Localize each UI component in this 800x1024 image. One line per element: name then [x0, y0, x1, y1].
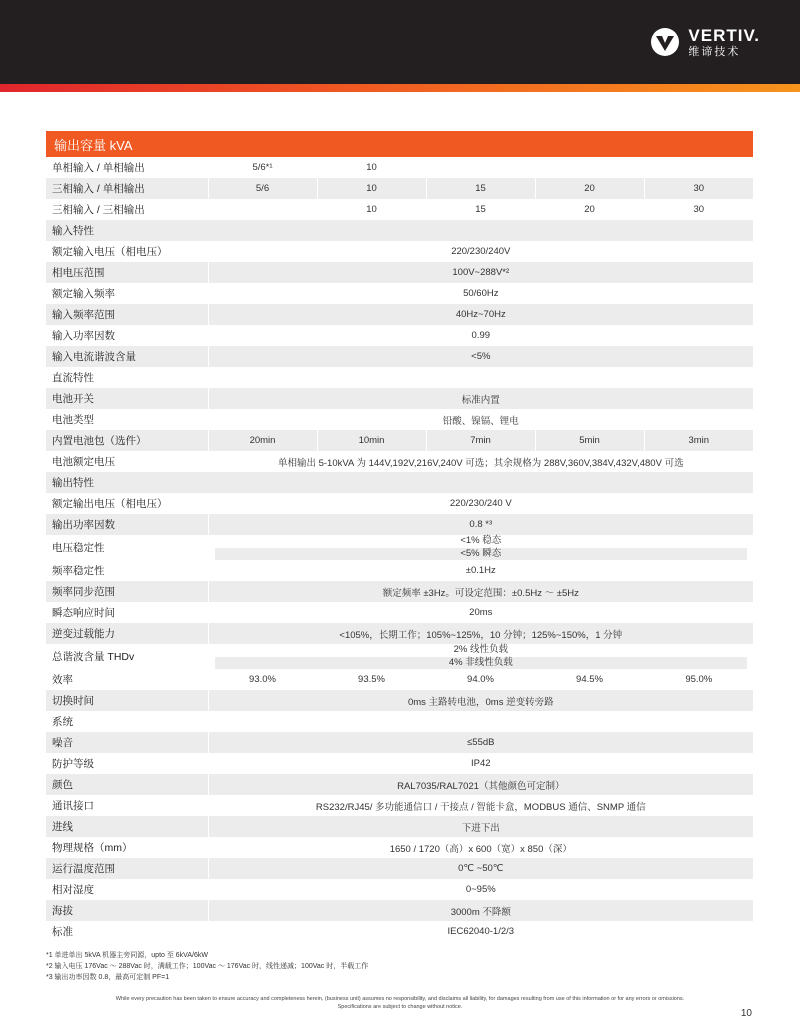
- table-row: [46, 644, 753, 669]
- row-label: 噪音: [46, 732, 208, 753]
- cell-value: 0℃ ~50℃: [208, 858, 753, 879]
- cell-value: 10min: [317, 430, 426, 451]
- table-row: [46, 753, 753, 774]
- table-row: [46, 816, 753, 837]
- cell-value: 单相输出 5-10kVA 为 144V,192V,216V,240V 可选；其余规格为 288V,360V,384V,432V,480V 可选: [208, 451, 753, 472]
- row-label: 颜色: [46, 774, 208, 795]
- row-label: 额定输入频率: [46, 283, 208, 304]
- cell-value: 额定频率 ±3Hz。可设定范围：±0.5Hz ～ ±5Hz: [208, 581, 753, 602]
- row-label: 海拔: [46, 900, 208, 921]
- cell-value: 1650 / 1720（高）x 600（宽）x 850（深）: [208, 837, 753, 858]
- table-row: [46, 262, 753, 283]
- brand-name-cn: 维谛技术: [688, 45, 741, 58]
- row-label: 输出功率因数: [46, 514, 208, 535]
- row-label: 频率稳定性: [46, 560, 208, 581]
- cell-value: 3000m 不降额: [208, 900, 753, 921]
- row-label: 电压稳定性: [46, 535, 208, 560]
- row-label: 切换时间: [46, 690, 208, 711]
- cell-line: 2% 线性负载: [453, 644, 508, 655]
- cell-value: 50/60Hz: [208, 283, 753, 304]
- table-row: [46, 157, 753, 178]
- row-label: 标准: [46, 921, 208, 942]
- table-row: [46, 837, 753, 858]
- table-row: [46, 581, 753, 602]
- cell-value: ≤55dB: [208, 732, 753, 753]
- cell-value: 10: [317, 199, 426, 220]
- section-row-output: [46, 472, 753, 493]
- cell-value: 10: [317, 178, 426, 199]
- footnote: *3 输出功率因数 0.8，最高可定制 PF=1: [46, 974, 170, 981]
- vertiv-logo: [650, 24, 760, 60]
- cell-value: [208, 535, 753, 560]
- table-row: [46, 514, 753, 535]
- cell-value: [644, 157, 753, 178]
- row-label: 逆变过载能力: [46, 623, 208, 644]
- table-row: [46, 732, 753, 753]
- row-label: 进线: [46, 816, 208, 837]
- header-accent-stripe: [0, 84, 800, 92]
- cell-value: [535, 157, 644, 178]
- table-row: [46, 560, 753, 581]
- footnotes: [46, 950, 368, 983]
- section-heading: 直流特性: [46, 367, 753, 388]
- row-label: 电池开关: [46, 388, 208, 409]
- cell-value: 95.0%: [644, 669, 753, 690]
- table-row: [46, 178, 753, 199]
- cell-value: 220/230/240V: [208, 241, 753, 262]
- cell-value: 标准内置: [208, 388, 753, 409]
- cell-value: <5%: [208, 346, 753, 367]
- row-label: 运行温度范围: [46, 858, 208, 879]
- table-row: [46, 199, 753, 220]
- cell-value: 0~95%: [208, 879, 753, 900]
- cell-value: ±0.1Hz: [208, 560, 753, 581]
- cell-value: 30: [644, 178, 753, 199]
- section-row-input: [46, 220, 753, 241]
- cell-value: 0.8 *³: [208, 514, 753, 535]
- table-title: 输出容量 kVA: [46, 131, 753, 157]
- cell-value: RAL7035/RAL7021（其他颜色可定制）: [208, 774, 753, 795]
- table-row: [46, 430, 753, 451]
- cell-value: 20: [535, 178, 644, 199]
- cell-value: <105%，长期工作；105%~125%，10 分钟；125%~150%，1 分钟: [208, 623, 753, 644]
- row-label: 相对湿度: [46, 879, 208, 900]
- table-row: [46, 669, 753, 690]
- section-row-system: [46, 711, 753, 732]
- table-row: [46, 493, 753, 514]
- cell-line: <5% 瞬态: [215, 547, 748, 560]
- cell-value: 铅酸、镍镉、锂电: [208, 409, 753, 430]
- cell-value: 5/6*¹: [208, 157, 317, 178]
- table-row: [46, 241, 753, 262]
- table-row: [46, 879, 753, 900]
- cell-value: 220/230/240 V: [208, 493, 753, 514]
- cell-value: 5/6: [208, 178, 317, 199]
- cell-value: 15: [426, 178, 535, 199]
- cell-value: 0ms 主路转电池，0ms 逆变转旁路: [208, 690, 753, 711]
- cell-line: 4% 非线性负载: [215, 656, 748, 669]
- row-label: 瞬态响应时间: [46, 602, 208, 623]
- row-label: 效率: [46, 669, 208, 690]
- row-label: 额定输出电压（相电压）: [46, 493, 208, 514]
- table-row: [46, 900, 753, 921]
- row-label: 物理规格（mm）: [46, 837, 208, 858]
- row-label: 电池类型: [46, 409, 208, 430]
- vertiv-logo-icon: [650, 27, 680, 57]
- row-label: 通讯接口: [46, 795, 208, 816]
- row-label: 三相输入 / 三相输出: [46, 199, 208, 220]
- row-label: 电池额定电压: [46, 451, 208, 472]
- cell-value: [208, 199, 317, 220]
- table-row: [46, 304, 753, 325]
- table-row: [46, 346, 753, 367]
- table-row: [46, 690, 753, 711]
- cell-value: 94.5%: [535, 669, 644, 690]
- disclaimer-line: Specifications are subject to change without notice.: [337, 1004, 463, 1010]
- cell-value: 3min: [644, 430, 753, 451]
- row-label: 频率同步范围: [46, 581, 208, 602]
- cell-value: 0.99: [208, 325, 753, 346]
- cell-value: 30: [644, 199, 753, 220]
- table-row: [46, 535, 753, 560]
- section-heading: 输入特性: [46, 220, 753, 241]
- table-row: [46, 388, 753, 409]
- row-label: 内置电池包（选件）: [46, 430, 208, 451]
- disclaimer-line: While every precaution has been taken to ensure accuracy and completeness herein, (business unit) assumes no responsibility, and disclaims all liability, for damages resulting from use of this information or for any errors or omissions.: [115, 996, 685, 1002]
- row-label: 单相输入 / 单相输出: [46, 157, 208, 178]
- row-label: 防护等级: [46, 753, 208, 774]
- table-row: [46, 325, 753, 346]
- table-row: [46, 283, 753, 304]
- table-row: [46, 623, 753, 644]
- cell-value: 7min: [426, 430, 535, 451]
- table-row: [46, 602, 753, 623]
- cell-value: 100V~288V*²: [208, 262, 753, 283]
- section-row-dc: [46, 367, 753, 388]
- section-heading: 系统: [46, 711, 753, 732]
- row-label: 三相输入 / 单相输出: [46, 178, 208, 199]
- row-label: 输入电流谐波含量: [46, 346, 208, 367]
- row-label: 相电压范围: [46, 262, 208, 283]
- table-row: [46, 451, 753, 472]
- table-title-row: [46, 131, 753, 157]
- table-row: [46, 921, 753, 942]
- cell-value: 93.5%: [317, 669, 426, 690]
- row-label: 额定输入电压（相电压）: [46, 241, 208, 262]
- cell-value: 40Hz~70Hz: [208, 304, 753, 325]
- cell-value: 15: [426, 199, 535, 220]
- footnote: *2 输入电压 176Vac ～ 288Vac 时，满载工作；100Vac ～ 176Vac 时，线性递减；100Vac 时，半载工作: [46, 963, 369, 970]
- cell-value: 下进下出: [208, 816, 753, 837]
- cell-value: 93.0%: [208, 669, 317, 690]
- row-label: 输入频率范围: [46, 304, 208, 325]
- spec-table: [46, 131, 753, 942]
- table-row: [46, 858, 753, 879]
- cell-value: 20: [535, 199, 644, 220]
- table-row: [46, 409, 753, 430]
- cell-value: IP42: [208, 753, 753, 774]
- section-heading: 输出特性: [46, 472, 753, 493]
- cell-value: RS232/RJ45/ 多功能通信口 / 干接点 / 智能卡盒，MODBUS 通信、SNMP 通信: [208, 795, 753, 816]
- page-number: 10: [740, 1008, 752, 1019]
- cell-value: 20min: [208, 430, 317, 451]
- footnote: *1 单进单出 5kVA 机器主旁同源，upto 至 6kVA/6kW: [46, 952, 208, 959]
- row-label: 输入功率因数: [46, 325, 208, 346]
- table-row: [46, 774, 753, 795]
- row-label: 总谐波含量 THDv: [46, 644, 208, 669]
- cell-value: IEC62040-1/2/3: [208, 921, 753, 942]
- disclaimer: [0, 995, 800, 1011]
- cell-value: 20ms: [208, 602, 753, 623]
- brand-name: VERTIV.: [688, 25, 760, 45]
- table-row: [46, 795, 753, 816]
- cell-value: 5min: [535, 430, 644, 451]
- cell-value: 10: [317, 157, 426, 178]
- cell-value: [426, 157, 535, 178]
- cell-value: [208, 644, 753, 669]
- cell-line: <1% 稳态: [460, 535, 502, 546]
- cell-value: 94.0%: [426, 669, 535, 690]
